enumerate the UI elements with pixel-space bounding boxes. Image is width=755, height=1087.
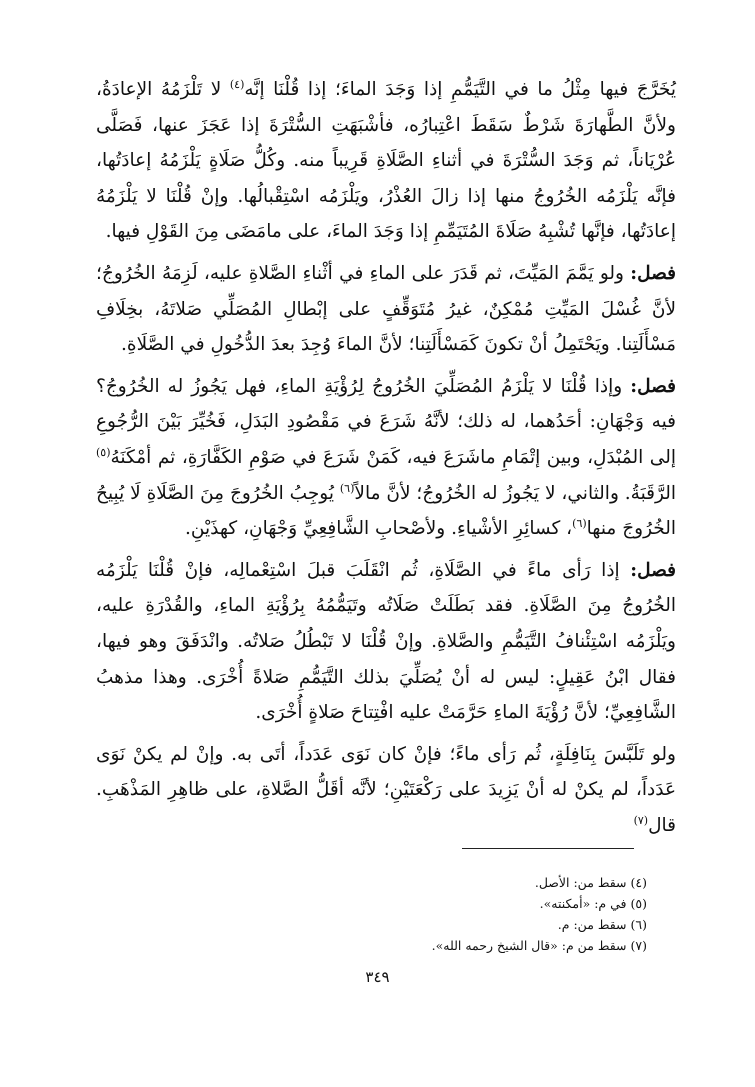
paragraph-3-text-d: ، كسائِرِ الأشْياءِ. ولأصْحابِ الشَّافِعِيِّ وَجْهَانِ، كهذَيْنِ. xyxy=(185,518,573,540)
paragraph-5 xyxy=(96,737,676,844)
footnotes xyxy=(227,872,647,956)
footnote-ref-7[interactable]: (٧) xyxy=(633,813,649,827)
main-text xyxy=(96,72,676,843)
footnote-ref-5[interactable]: (٥) xyxy=(96,445,111,459)
paragraph-1 xyxy=(96,72,676,250)
section-heading: فصل: xyxy=(630,262,676,284)
section-heading: فصل: xyxy=(630,559,676,581)
paragraph-3 xyxy=(96,369,676,547)
paragraph-3-text-b: الرَّقَبَةُ. والثاني، لا يَجُوزُ له الخُرُوجُ؛ لأنَّ مالاً xyxy=(354,482,676,504)
section-heading: فصل: xyxy=(630,375,676,397)
footnote-ref-6b[interactable]: (٦) xyxy=(572,516,587,530)
footnote-6: (٦) سقط من: م. xyxy=(557,917,647,932)
footnote-ref-4[interactable]: (٤) xyxy=(229,77,245,91)
paragraph-2-text: ولو يَمَّمَ المَيِّتَ، ثم قَدَرَ على الماءِ في أثْناءِ الصَّلاةِ عليه، لَزِمَهُ الخُرُوجُ؛ لأنَّ غُسْلَ المَيِّتِ مُمْكِنٌ، غيرُ مُتَوَقِّفٍ على إبْطالِ المُصَلِّي صَلاتَهُ، بخِلَافِ مَسْأَلَتِنا. ويَحْتَمِلُ أنْ تكونَ كَمَسْأَلَتِنا؛ لأنَّ الماءَ وُجِدَ بعدَ الدُّخُولِ في الصَّلَاةِ. xyxy=(96,262,676,356)
paragraph-1-text-a: يُخَرَّجَ فيها مِثْلُ ما في التَّيَمُّمِ إذا وَجَدَ الماءَ؛ إذا قُلْنَا إنَّه xyxy=(244,79,676,100)
footnote-7: (٧) سقط من م: «قال الشيخ رحمه الله». xyxy=(431,938,647,953)
footnote-divider xyxy=(462,848,634,849)
footnote-ref-6a[interactable]: (٦) xyxy=(339,481,355,495)
paragraph-2 xyxy=(96,256,676,363)
paragraph-5-text: ولو تَلَبَّسَ بِنَافِلَةٍ، ثُم رَأى ماءً؛ فإنْ كان نَوَى عَدَداً، أتَى به. وإنْ لم يكنْ نَوَى عَدَداً، لم يكنْ له أنْ يَزِيدَ على رَكْعَتَيْنِ؛ لأنَّه أقَلُّ الصَّلاةِ، على ظاهِرِ المَذْهَبِ. قال xyxy=(96,743,676,836)
paragraph-3-text-a: وإذا قُلْنَا لا يَلْزَمُ المُصَلِّيَ الخُرُوجُ لِرُؤْيَةِ الماءِ، فهل يَجُوزُ له الخُرُوجُ؟ فيه وَجْهَانِ: أحَدُهما، له ذلك؛ لأنَّهُ شَرَعَ في مَقْصُودِ البَدَلِ، فَخُيِّرَ بَيْنَ الرُّجُوعِ إلى المُبْدَلِ، وبين إتْمَامِ ماشَرَعَ فيه، كَمَنْ شَرَعَ في صَوْمِ الكَفَّارَةِ، ثم أمْكَنَهُ xyxy=(96,375,676,468)
paragraph-1-text-b: لا تَلْزَمُهُ الإعادَةُ، ولأنَّ الطَّهارَةَ شَرْطٌ سَقَطَ اعْتِبارُه، فأشْبَهَتِ السُّتْرَةَ إذا عَجَزَ عنها، فَصَلَّى عُرْيَاناً، ثم وَجَدَ السُّتْرَةَ في أثناءِ الصَّلَاةِ قَرِيباً منه. وكُلُّ صَلَاةٍ يَلْزَمُهُ إعادَتُها، فإنَّه يَلْزَمُه الخُرُوجُ منها إذا زالَ العُذْرُ، ويَلْزَمُه اسْتِقْبالُها. وإنْ قُلْنَا لا يَلْزَمُهُ إعادَتُها، فإنَّها تُشْبِهُ صَلَاةَ المُتَيَمِّمِ إذا وَجَدَ الماءَ، على مامَضَى مِنَ القَوْلِ فيها. xyxy=(96,79,676,243)
paragraph-4-text: إذا رَأى ماءً في الصَّلَاةِ، ثُم انْقَلَبَ قبلَ اسْتِعْمالِه، فإنْ قُلْنَا يَلْزَمُه الخُرُوجُ مِنَ الصَّلَاةِ. فقد بَطَلَتْ صَلَاتُه وتَيَمُّمُهُ بِرُؤْيَةِ الماءِ، والقُدْرَةِ عليه، ويَلْزَمُه اسْتِئْنافُ التَّيَمُّمِ والصَّلاةِ. وإنْ قُلْنَا لا تَبْطُلُ صَلاتُه. وانْدَفَقَ وهو فيها، فقال ابْنُ عَقِيلٍ: ليس له أنْ يُصَلِّيَ بذلك التَّيَمُّمِ صَلاةً أُخْرَى. وهذا مذهبُ الشَّافِعِيِّ؛ لأنَّ رُؤْيَةَ الماءِ حَرَّمَتْ عليه افْتِتاحَ صَلاةٍ أُخْرَى. xyxy=(96,559,676,724)
page-number: ٣٤٩ xyxy=(365,968,390,986)
paragraph-3-text-c: يُوجِبُ الخُرُوجَ مِنَ الصَّلَاةِ لَا يُبِيحُ الخُرُوجَ منها xyxy=(96,482,676,540)
paragraph-4 xyxy=(96,553,676,731)
footnote-5: (٥) في م: «أمكنته». xyxy=(539,896,647,911)
footnote-4: (٤) سقط من: الأصل. xyxy=(534,875,647,890)
